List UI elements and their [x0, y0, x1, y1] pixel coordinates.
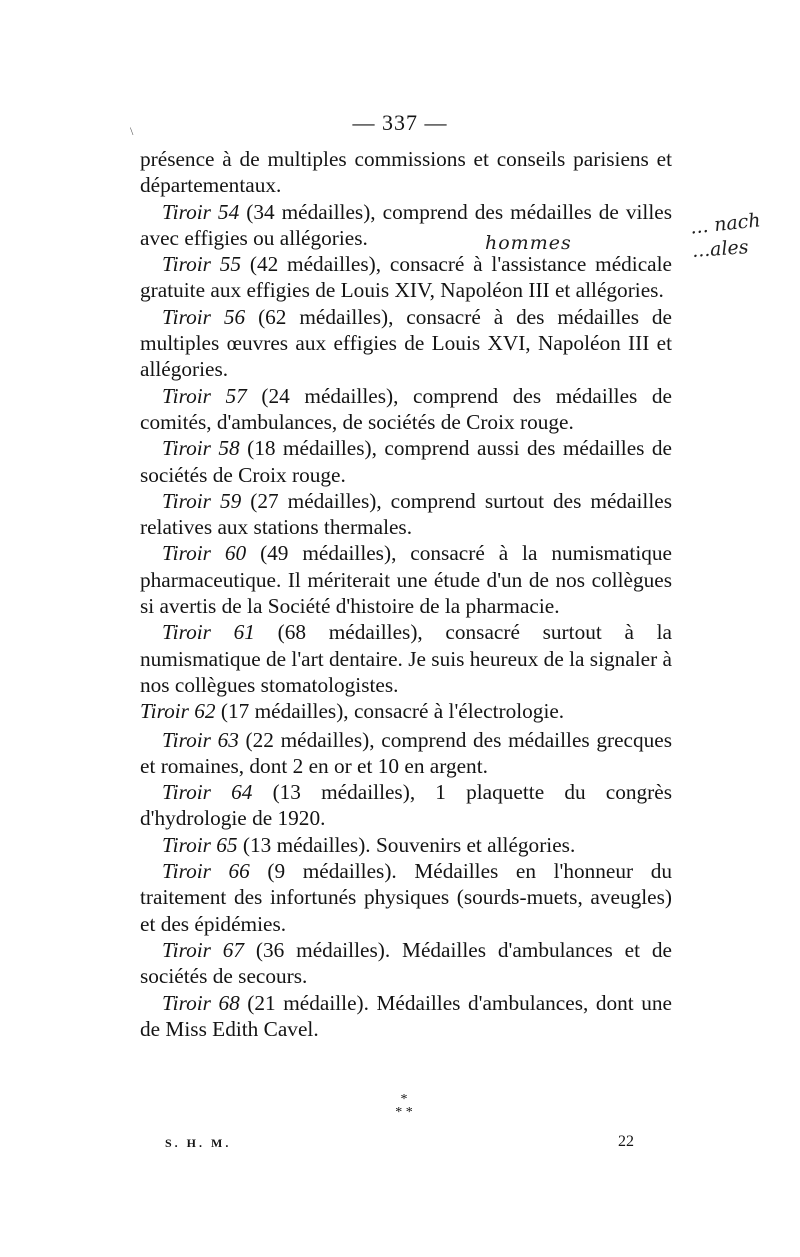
paragraph-tiroir-61: [140, 619, 672, 698]
paragraph-tiroir-67: [140, 937, 672, 990]
drawer-label: Tiroir 66: [162, 859, 250, 884]
paragraph-tiroir-59: [140, 488, 672, 541]
asterism-ornament: [384, 1093, 424, 1119]
drawer-label: Tiroir 68: [162, 990, 240, 1015]
drawer-label: Tiroir 55: [162, 252, 242, 277]
paragraph-tiroir-60: [140, 540, 672, 619]
paragraph-text: (62 médailles), consacré à des médailles de multiples œuvres aux effigies de Louis XVI, Napoléon III et allégories.: [140, 304, 672, 382]
drawer-label: Tiroir 54: [162, 199, 240, 224]
drawer-label: Tiroir 63: [162, 727, 239, 752]
paragraph-tiroir-56: [140, 304, 672, 383]
paragraph-text: (34 médailles), comprend des médailles de villes avec effigies ou allégories.: [140, 199, 672, 250]
drawer-label: Tiroir 64: [162, 780, 253, 805]
paragraph-tiroir-63: [140, 727, 672, 780]
drawer-label: Tiroir 62: [140, 699, 216, 724]
paragraph-tiroir-58: [140, 435, 672, 488]
paragraph-tiroir-54: [140, 199, 672, 252]
paragraph-text: (68 médailles), consacré surtout à la numismatique de l'art dentaire. Je suis heureux de la signaler à nos collègues stomatologistes.: [140, 620, 672, 697]
paragraph-text: (18 médailles), comprend aussi des médailles de sociétés de Croix rouge.: [140, 436, 672, 487]
paragraph-text: (24 médailles), comprend des médailles de comités, d'ambulances, de sociétés de Croix rouge.: [140, 383, 672, 434]
drawer-label: Tiroir 61: [162, 620, 255, 645]
ornament-star-top: *: [400, 1092, 408, 1107]
paragraph-text: (36 médailles). Médailles d'ambulances et de sociétés de secours.: [140, 937, 672, 989]
paragraph-text: (21 médaille). Médailles d'ambulances, dont une de Miss Edith Cavel.: [140, 990, 672, 1041]
drawer-label: Tiroir 60: [162, 541, 247, 566]
paragraph-text: (13 médailles). Souvenirs et allégories.: [237, 832, 576, 857]
drawer-label: Tiroir 59: [162, 488, 242, 513]
paragraph-text: (9 médailles). Médailles en l'honneur du traitement des infortunés physiques (sourds-muets, aveugles) et des épidémies.: [140, 859, 673, 936]
drawer-label: Tiroir 56: [162, 304, 246, 329]
page-number: — 337 —: [352, 110, 448, 135]
drawer-label: Tiroir 57: [162, 383, 247, 408]
paragraph-text: (13 médailles), 1 plaquette du congrès d'hydrologie de 1920.: [140, 780, 673, 831]
footer-sheet-number: 22: [618, 1133, 634, 1150]
paragraph-tiroir-66: [140, 858, 672, 937]
paragraph-text: (42 médailles), consacré à l'assistance médicale gratuite aux effigies de Louis XIV, Napoléon III et allégories.: [140, 252, 672, 303]
paragraph-tiroir-55: [140, 251, 672, 304]
body-text: [140, 146, 672, 1042]
paragraph-tiroir-64: [140, 779, 672, 832]
paragraph-tiroir-57: [140, 383, 672, 436]
paragraph-tiroir-65: [140, 832, 672, 858]
drawer-label: Tiroir 58: [162, 436, 240, 461]
drawer-label: Tiroir 67: [162, 937, 245, 962]
handwritten-annotation-margin-2: ...ales: [691, 236, 750, 262]
handwritten-annotation-margin: ... nach: [689, 209, 762, 239]
tick-mark: \: [130, 124, 134, 138]
paragraph-tiroir-62: [140, 698, 672, 724]
paragraph-0: [140, 146, 672, 199]
ornament-stars-bottom: * *: [395, 1105, 413, 1120]
footer-signature: S. H. M.: [165, 1136, 232, 1150]
paragraph-tiroir-68: [140, 990, 672, 1043]
paragraph-text: présence à de multiples commissions et conseils parisiens et départementaux.: [140, 147, 672, 198]
handwritten-annotation: hommes: [485, 232, 572, 254]
paragraph-text: (22 médailles), comprend des médailles grecques et romaines, dont 2 en or et 10 en argent.: [140, 727, 673, 778]
paragraph-text: (27 médailles), comprend surtout des médailles relatives aux stations thermales.: [140, 488, 672, 540]
drawer-label: Tiroir 65: [162, 832, 238, 857]
paragraph-text: (49 médailles), consacré à la numismatique pharmaceutique. Il mériterait une étude d'un de nos collègues si avertis de la Société d'histoire de la pharmacie.: [140, 541, 673, 619]
paragraph-text: (17 médailles), consacré à l'électrologie.: [215, 699, 565, 724]
